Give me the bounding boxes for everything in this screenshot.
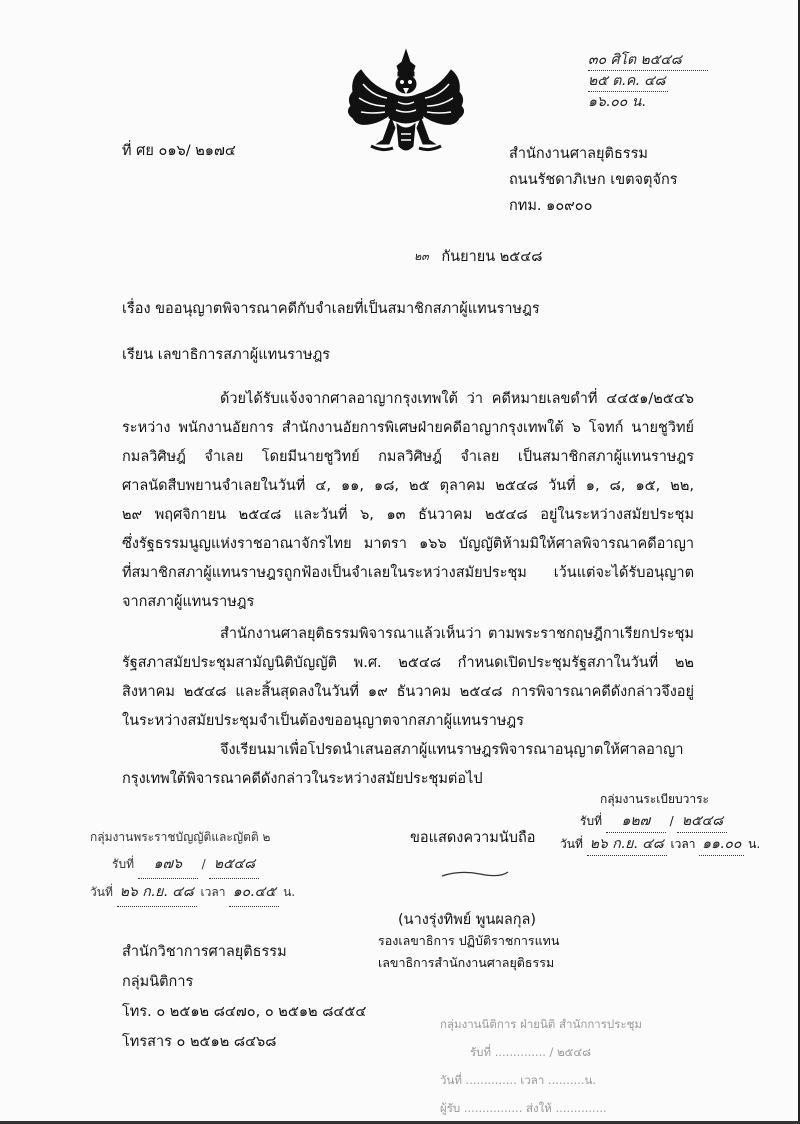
- faint-stamp-line1: กลุ่มงานนิติการ ฝ่ายนิติ สำนักการประชุม: [440, 1017, 642, 1031]
- receipt-left-received-no: ๑๗๖: [138, 851, 198, 879]
- contact-office: สำนักวิชาการศาลยุติธรรม: [122, 944, 287, 960]
- signatory-title-2: เลขาธิการสำนักงานศาลยุติธรรม: [378, 955, 555, 970]
- body-paragraph-1: [122, 385, 694, 617]
- document-number: ที่ ศย ๐๑๖/ ๒๑๗๔: [122, 143, 236, 159]
- receipt-right-time-value: ๑๑.๐๐: [699, 833, 744, 856]
- receipt-right-received: รับที่ ๑๒๗ / ๒๕๔๘: [560, 810, 760, 833]
- signatory-block: [378, 910, 559, 974]
- date-month-year: กันยายน ๒๕๔๘: [441, 249, 543, 265]
- body-paragraph-3: [122, 736, 694, 794]
- faint-stamp-line3: วันที่ .............. เวลา ..........น.: [440, 1073, 597, 1087]
- contact-group: กลุ่มนิติการ: [122, 974, 194, 990]
- receipt-left-time-value: ๑๐.๔๕: [229, 879, 279, 907]
- subject-line: เรื่อง ขออนุญาตพิจารณาคดีกับจำเลยที่เป็นสมาชิกสภาผู้แทนราษฎร: [122, 301, 540, 317]
- body-p1-line: กมลวิศิษฎ์ จำเลย โดยมีนายชูวิทย์ กมลวิศิษฎ์ จำเลย เป็นสมาชิกสภาผู้แทนราษฎร: [122, 449, 694, 465]
- date-day: ๒๓: [414, 250, 429, 263]
- receipt-left-received: รับที่ ๑๗๖ / ๒๕๔๘: [90, 851, 295, 879]
- contact-block: [122, 937, 366, 1057]
- receipt-left-time-unit: น.: [283, 885, 296, 899]
- body-p2-line: สิงหาคม ๒๕๔๘ และสิ้นสุดลงในวันที่ ๑๙ ธันวาคม ๒๕๔๘ การพิจารณาคดีดังกล่าวจึงอยู่: [122, 684, 694, 700]
- receipt-right-date-value: ๒๖ ก.ย. ๔๘: [587, 833, 667, 856]
- receipt-right-time-label: เวลา: [670, 837, 696, 851]
- document-date: [414, 247, 542, 267]
- body-p1-line: ๒๙ พฤศจิกายน ๒๕๔๘ และวันที่ ๖, ๑๓ ธันวาคม ๒๕๔๘ อยู่ในระหว่างสมัยประชุม: [122, 507, 694, 523]
- sender-address: [509, 141, 678, 219]
- receipt-right-received-label: รับที่: [580, 814, 602, 828]
- body-p2-line: สำนักงานศาลยุติธรรมพิจารณาแล้วเห็นว่า ตามพระราชกฤษฎีกาเรียกประชุม: [220, 626, 694, 642]
- signatory-name: (นางรุ่งทิพย์ พูนผลกุล): [398, 912, 537, 928]
- body-p3-line: จึงเรียนมาเพื่อโปรดนำเสนอสภาผู้แทนราษฎรพิจารณาอนุญาตให้ศาลอาญา: [220, 742, 684, 758]
- receipt-stamp-top-line2: ๒๕ ต.ค. ๔๘: [588, 71, 668, 92]
- sender-name: สำนักงานศาลยุติธรรม: [509, 146, 648, 162]
- body-p1-line: ศาลนัดสืบพยานจำเลยในวันที่ ๔, ๑๑, ๑๘, ๒๕ ตุลาคม ๒๕๔๘ วันที่ ๑, ๘, ๑๕, ๒๒,: [122, 478, 694, 494]
- body-p1-line: จากสภาผู้แทนราษฎร: [122, 594, 255, 610]
- receipt-left-date-value: ๒๖ ก.ย. ๔๘: [117, 879, 197, 907]
- receipt-stamp-top-line3: ๑๖.๐๐ น.: [588, 94, 646, 110]
- body-p1-line: ระหว่าง พนักงานอัยการ สำนักงานอัยการพิเศษฝ่ายคดีอาญากรุงเทพใต้ ๖ โจทก์ นายชูวิทย์: [122, 420, 694, 436]
- receipt-stamp-left: [90, 824, 295, 907]
- faint-stamp-line4: ผู้รับ ................ ส่งให้ ..............: [440, 1101, 607, 1115]
- recipient-line: เรียน เลขาธิการสภาผู้แทนราษฎร: [122, 347, 331, 363]
- body-p1-line: ด้วยได้รับแจ้งจากศาลอาญากรุงเทพใต้ ว่า คดีหมายเลขดำที่ ๔๔๕๑/๒๕๔๖: [220, 391, 694, 407]
- body-p2-line: ในระหว่างสมัยประชุมจำเป็นต้องขออนุญาตจากสภาผู้แทนราษฎร: [122, 713, 524, 729]
- body-p1-line: ที่สมาชิกสภาผู้แทนราษฎรถูกฟ้องเป็นจำเลยในระหว่างสมัยประชุม เว้นแต่จะได้รับอนุญาต: [122, 565, 694, 581]
- closing-phrase: ขอแสดงความนับถือ: [410, 830, 536, 846]
- body-p1-line: ซึ่งรัฐธรรมนูญแห่งราชอาณาจักรไทย มาตรา ๑๖๖ บัญญัติห้ามมิให้ศาลพิจารณาคดีอาญา: [122, 536, 694, 552]
- receipt-left-time-label: เวลา: [200, 885, 226, 899]
- signatory-title-1: รองเลขาธิการ ปฏิบัติราชการแทน: [378, 933, 560, 948]
- receipt-left-date-label: วันที่: [90, 885, 113, 899]
- receipt-stamp-top-line1: ๓๐ ศิโต ๒๕๔๘: [588, 50, 708, 71]
- receipt-stamp-right: [560, 788, 760, 856]
- signature-mark: [440, 866, 510, 882]
- garuda-emblem-icon: [343, 48, 469, 160]
- sender-street: ถนนรัชดาภิเษก เขตจตุจักร: [509, 172, 678, 188]
- receipt-left-received-label: รับที่: [112, 857, 134, 871]
- receipt-right-time-unit: น.: [748, 837, 761, 851]
- receipt-left-received-year: ๒๕๔๘: [209, 851, 259, 879]
- faint-stamp-line2: รับที่ .............. / ๒๕๔๘: [470, 1045, 591, 1059]
- receipt-right-received-no: ๑๒๗: [606, 810, 666, 833]
- receipt-left-group: กลุ่มงานพระราชบัญญัติและญัตติ ๒: [90, 830, 271, 844]
- receipt-stamp-top: [588, 50, 708, 112]
- contact-fax: โทรสาร ๐ ๒๕๑๒ ๘๔๖๘: [122, 1034, 277, 1050]
- sender-city: กทม. ๑๐๙๐๐: [509, 198, 593, 214]
- receipt-left-date: [90, 879, 295, 907]
- receipt-right-date: [560, 833, 760, 856]
- contact-tel: โทร. ๐ ๒๕๑๒ ๘๔๗๐, ๐ ๒๕๑๒ ๘๔๕๔: [122, 1004, 367, 1020]
- receipt-right-group: กลุ่มงานระเบียบวาระ: [600, 792, 709, 806]
- body-p3-line: กรุงเทพใต้พิจารณาคดีดังกล่าวในระหว่างสมัยประชุมต่อไป: [122, 771, 483, 787]
- receipt-right-received-year: ๒๕๔๘: [677, 810, 727, 833]
- receipt-right-date-label: วันที่: [560, 837, 583, 851]
- body-paragraph-2: [122, 620, 694, 736]
- body-p2-line: รัฐสภาสมัยประชุมสามัญนิติบัญญัติ พ.ศ. ๒๕๔๘ กำหนดเปิดประชุมรัฐสภาในวันที่ ๒๒: [122, 655, 694, 671]
- faint-stamp: [440, 1010, 642, 1122]
